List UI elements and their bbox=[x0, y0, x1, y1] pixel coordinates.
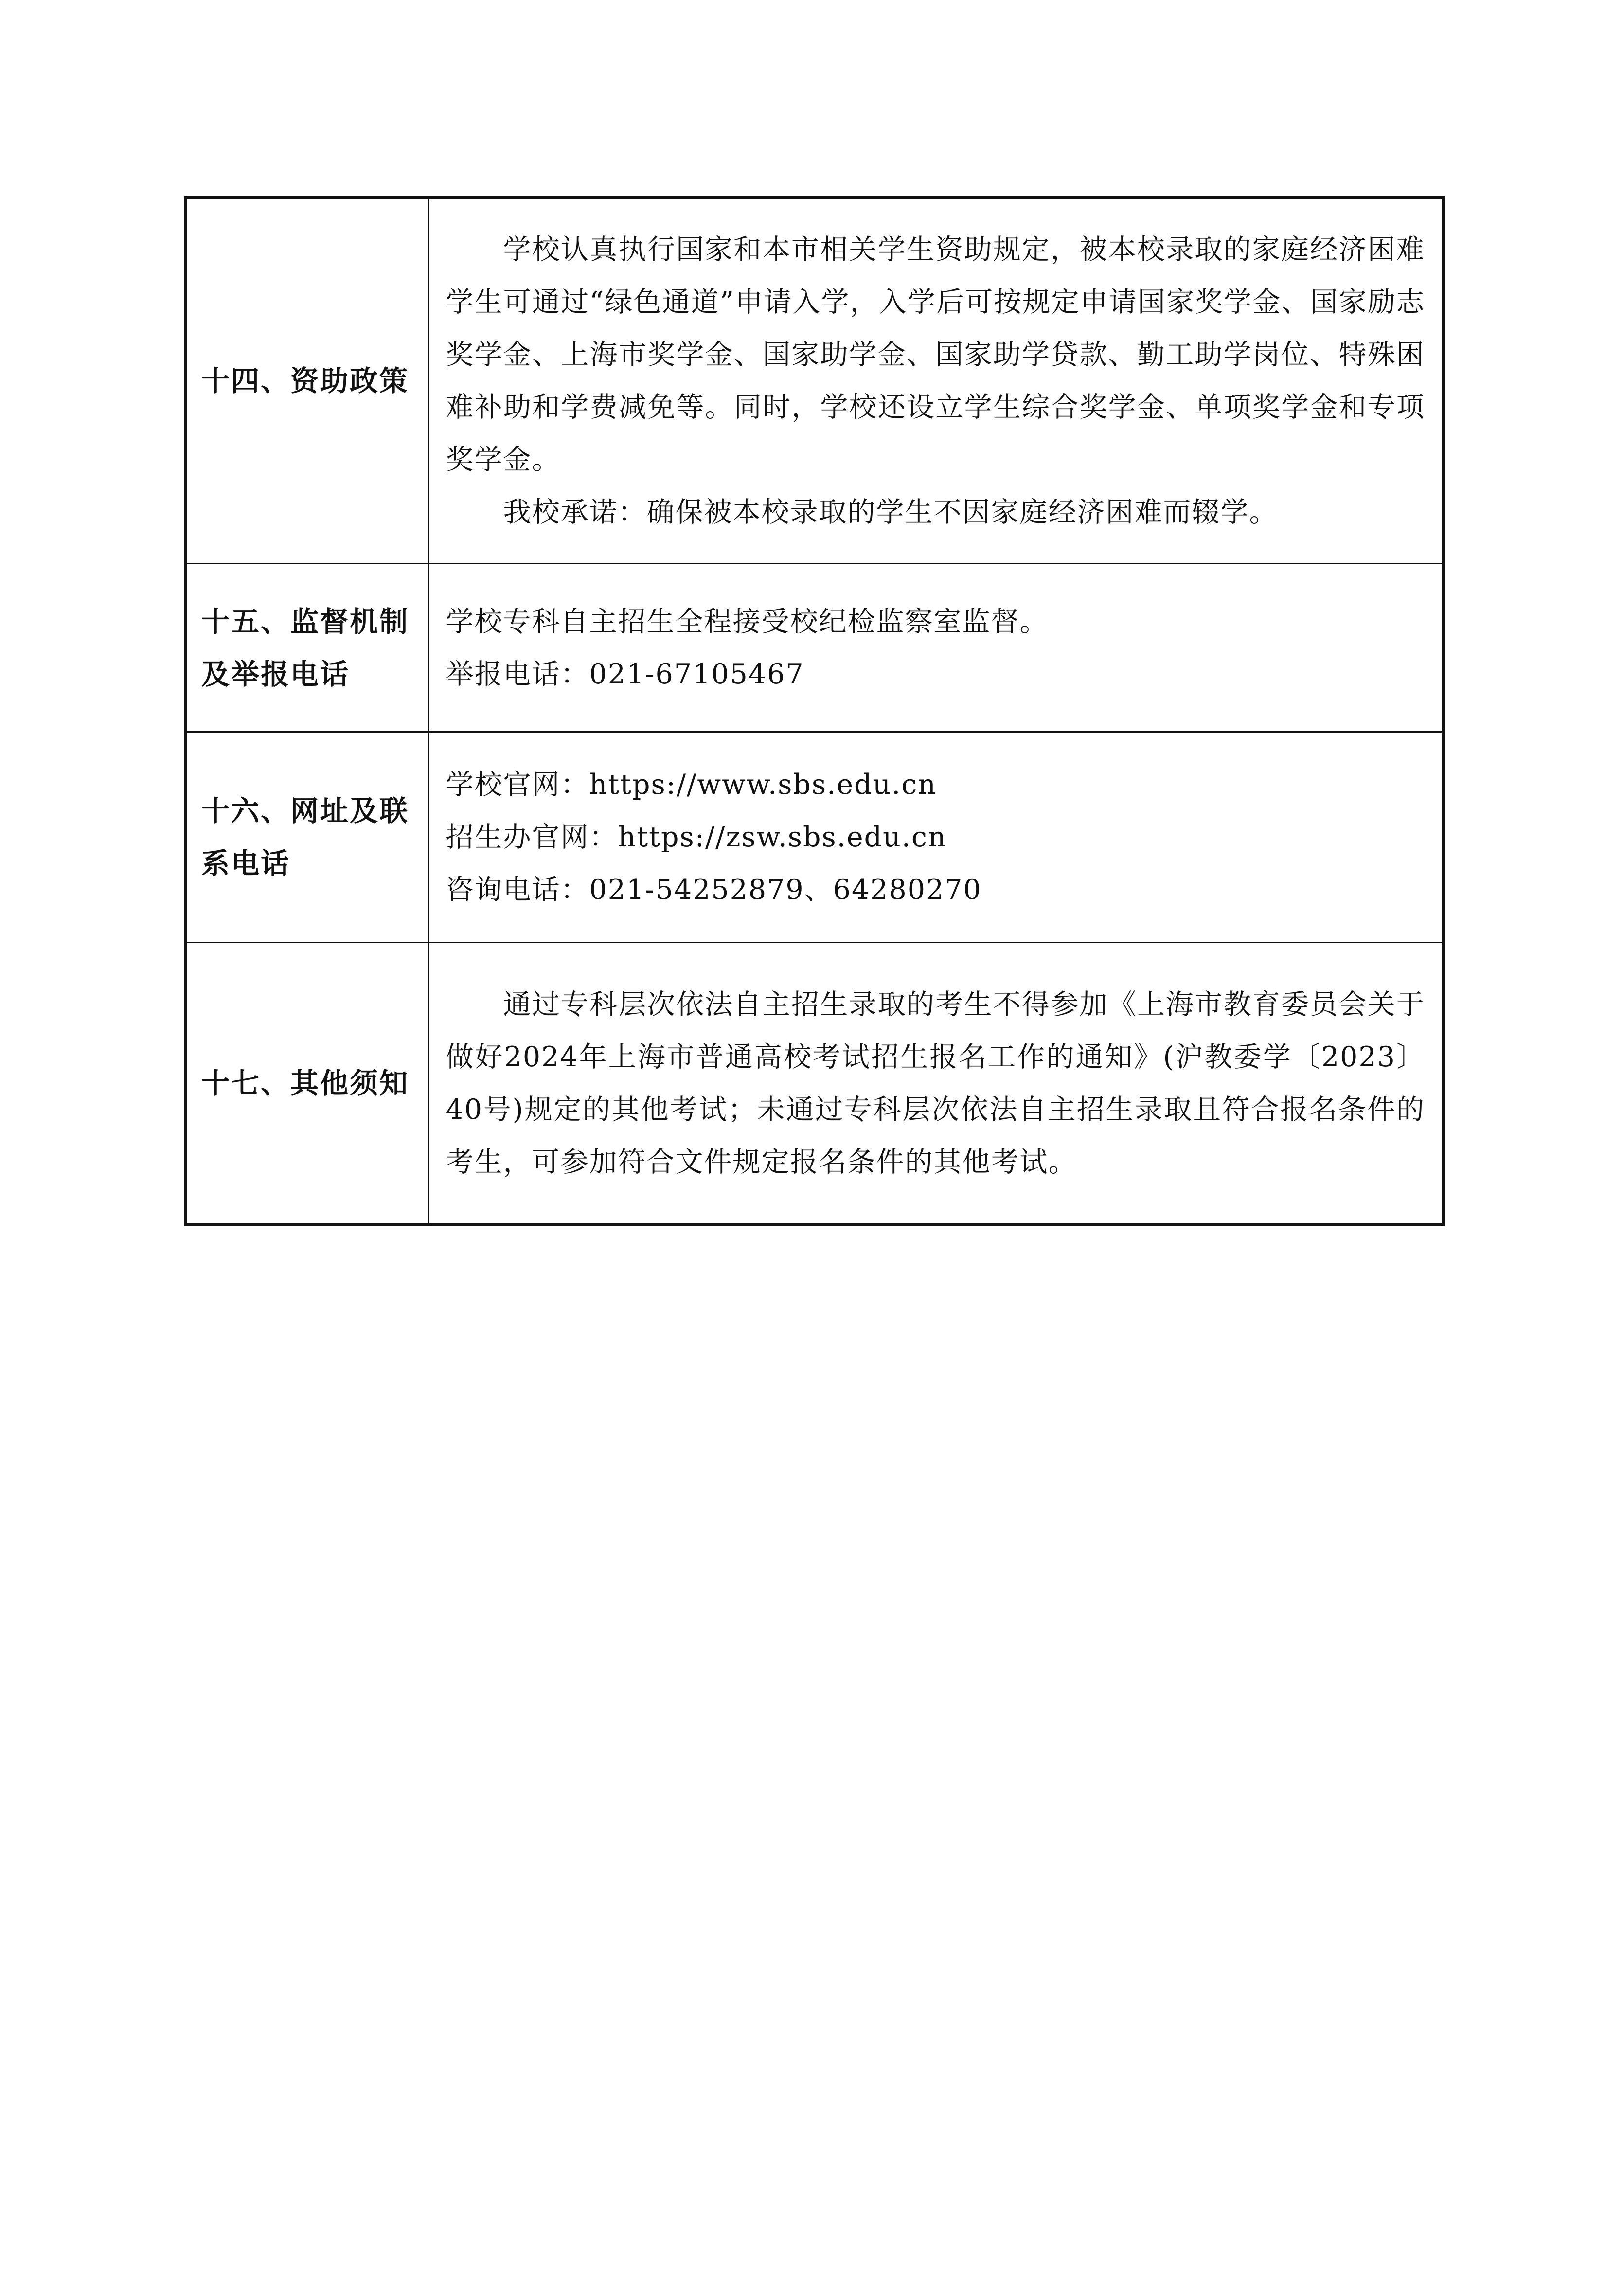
paragraph: 通过专科层次依法自主招生录取的考生不得参加《上海市教育委员会关于做好2024年上海市普通高校考试招生报名工作的通知》(沪教委学〔2023〕40号)规定的其他考试；未通过专科层次依法自主招生录取且符合报名条件的考生，可参加符合文件规定报名条件的其他考试。 bbox=[446, 988, 1425, 1178]
paragraph: 我校承诺：确保被本校录取的学生不因家庭经济困难而辍学。 bbox=[503, 496, 1278, 528]
section-label-line: 系电话 bbox=[201, 847, 291, 880]
section-content bbox=[428, 197, 1443, 564]
section-content bbox=[428, 732, 1443, 943]
table-row bbox=[185, 732, 1443, 943]
table-row bbox=[185, 943, 1443, 1225]
content-line: 举报电话：021-67105467 bbox=[446, 658, 804, 690]
section-label bbox=[185, 564, 428, 732]
table-row bbox=[185, 564, 1443, 732]
section-label-line: 及举报电话 bbox=[201, 657, 350, 691]
section-content bbox=[428, 564, 1443, 732]
content-line: 学校专科自主招生全程接受校纪检监察室监督。 bbox=[446, 605, 1049, 638]
section-label-line: 十六、网址及联 bbox=[201, 794, 410, 827]
content-line: 招生办官网：https://zsw.sbs.edu.cn bbox=[446, 821, 947, 853]
paragraph: 学校认真执行国家和本市相关学生资助规定，被本校录取的家庭经济困难学生可通过“绿色通道”申请入学，入学后可按规定申请国家奖学金、国家励志奖学金、上海市奖学金、国家助学金、国家助学贷款、勤工助学岗位、特殊困难补助和学费减免等。同时，学校还设立学生综合奖学金、单项奖学金和专项奖学金。 bbox=[446, 233, 1425, 476]
section-content bbox=[428, 943, 1443, 1225]
content-line: 咨询电话：021-54252879、64280270 bbox=[446, 874, 982, 906]
content-line: 学校官网：https://www.sbs.edu.cn bbox=[446, 769, 937, 801]
section-label-line: 十五、监督机制 bbox=[201, 605, 410, 638]
section-label: 十七、其他须知 bbox=[185, 943, 428, 1225]
section-label bbox=[185, 732, 428, 943]
table-row bbox=[185, 197, 1443, 564]
info-table bbox=[184, 196, 1445, 1226]
section-label: 十四、资助政策 bbox=[185, 197, 428, 564]
